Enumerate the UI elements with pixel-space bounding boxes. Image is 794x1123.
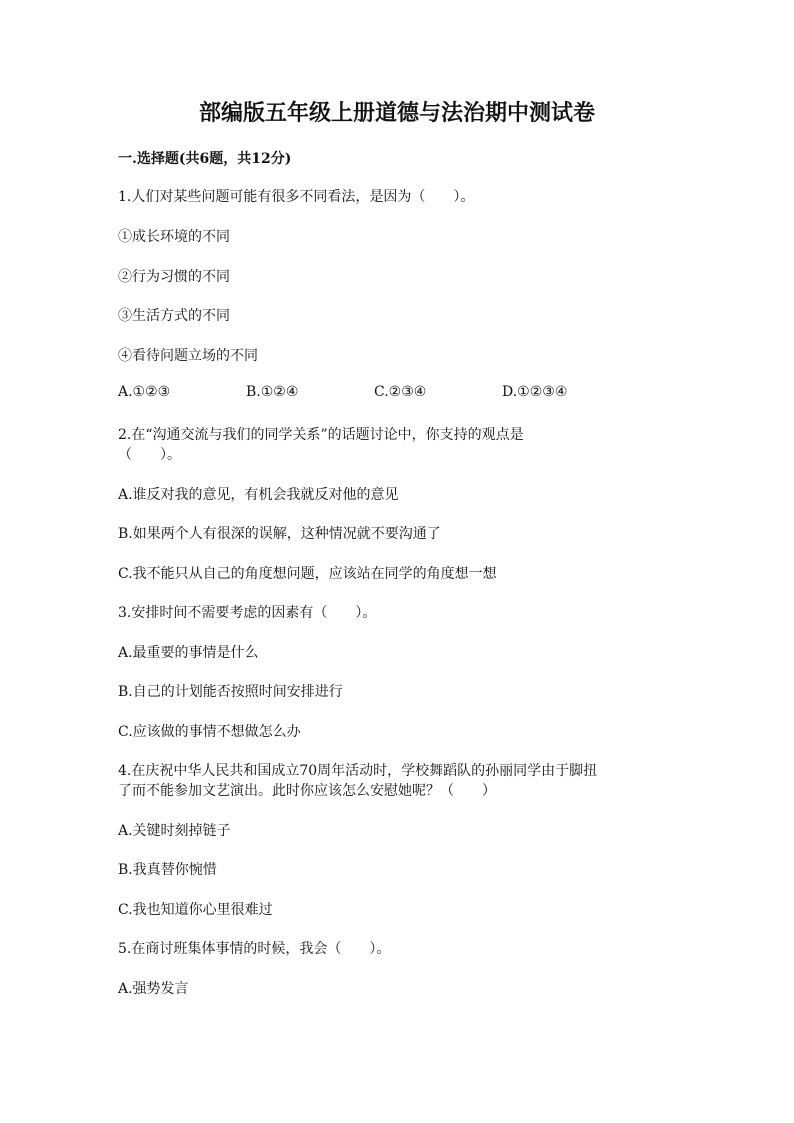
- section-heading: 一.选择题(共6题，共12分): [118, 151, 292, 167]
- question-3-option-a: A.最重要的事情是什么: [118, 645, 259, 661]
- question-4-option-b: B.我真替你惋惜: [118, 862, 217, 878]
- question-2-stem-line-2: （ ）。: [118, 447, 181, 463]
- question-1-option-c: C.②③④: [374, 384, 427, 400]
- question-1-item-1: ①成长环境的不同: [118, 229, 230, 245]
- question-4-stem-line-2: 了而不能参加文艺演出。此时你应该怎么安慰她呢？（ ）: [118, 783, 496, 799]
- question-2-option-a: A.谁反对我的意见，有机会我就反对他的意见: [118, 487, 399, 503]
- question-2-option-b: B.如果两个人有很深的误解，这种情况就不要沟通了: [118, 526, 441, 542]
- question-1-item-3: ③生活方式的不同: [118, 308, 230, 324]
- question-1-option-d: D.①②③④: [502, 384, 568, 400]
- question-4-stem-line-1: 4.在庆祝中华人民共和国成立70周年活动时，学校舞蹈队的孙丽同学由于脚扭: [118, 763, 598, 779]
- question-3-option-b: B.自己的计划能否按照时间安排进行: [118, 684, 343, 700]
- question-2-stem-line-1: 2.在“沟通交流与我们的同学关系”的话题讨论中，你支持的观点是: [118, 427, 524, 443]
- question-5-stem: 5.在商讨班集体事情的时候，我会（ ）。: [118, 941, 391, 957]
- question-5-option-a: A.强势发言: [118, 981, 189, 997]
- question-2-option-c: C.我不能只从自己的角度想问题，应该站在同学的角度想一想: [118, 566, 497, 582]
- question-1-stem: 1.人们对某些问题可能有很多不同看法，是因为（ ）。: [118, 189, 475, 205]
- question-3-stem: 3.安排时间不需要考虑的因素有（ ）。: [118, 605, 377, 621]
- question-1-option-a: A.①②③: [118, 384, 171, 400]
- question-3-option-c: C.应该做的事情不想做怎么办: [118, 724, 301, 740]
- question-4-option-a: A.关键时刻掉链子: [118, 823, 231, 839]
- question-1-option-b: B.①②④: [246, 384, 299, 400]
- exam-title: 部编版五年级上册道德与法治期中测试卷: [198, 100, 595, 126]
- question-4-option-c: C.我也知道你心里很难过: [118, 902, 273, 918]
- question-1-item-2: ②行为习惯的不同: [118, 269, 230, 285]
- question-1-item-4: ④看待问题立场的不同: [118, 348, 258, 364]
